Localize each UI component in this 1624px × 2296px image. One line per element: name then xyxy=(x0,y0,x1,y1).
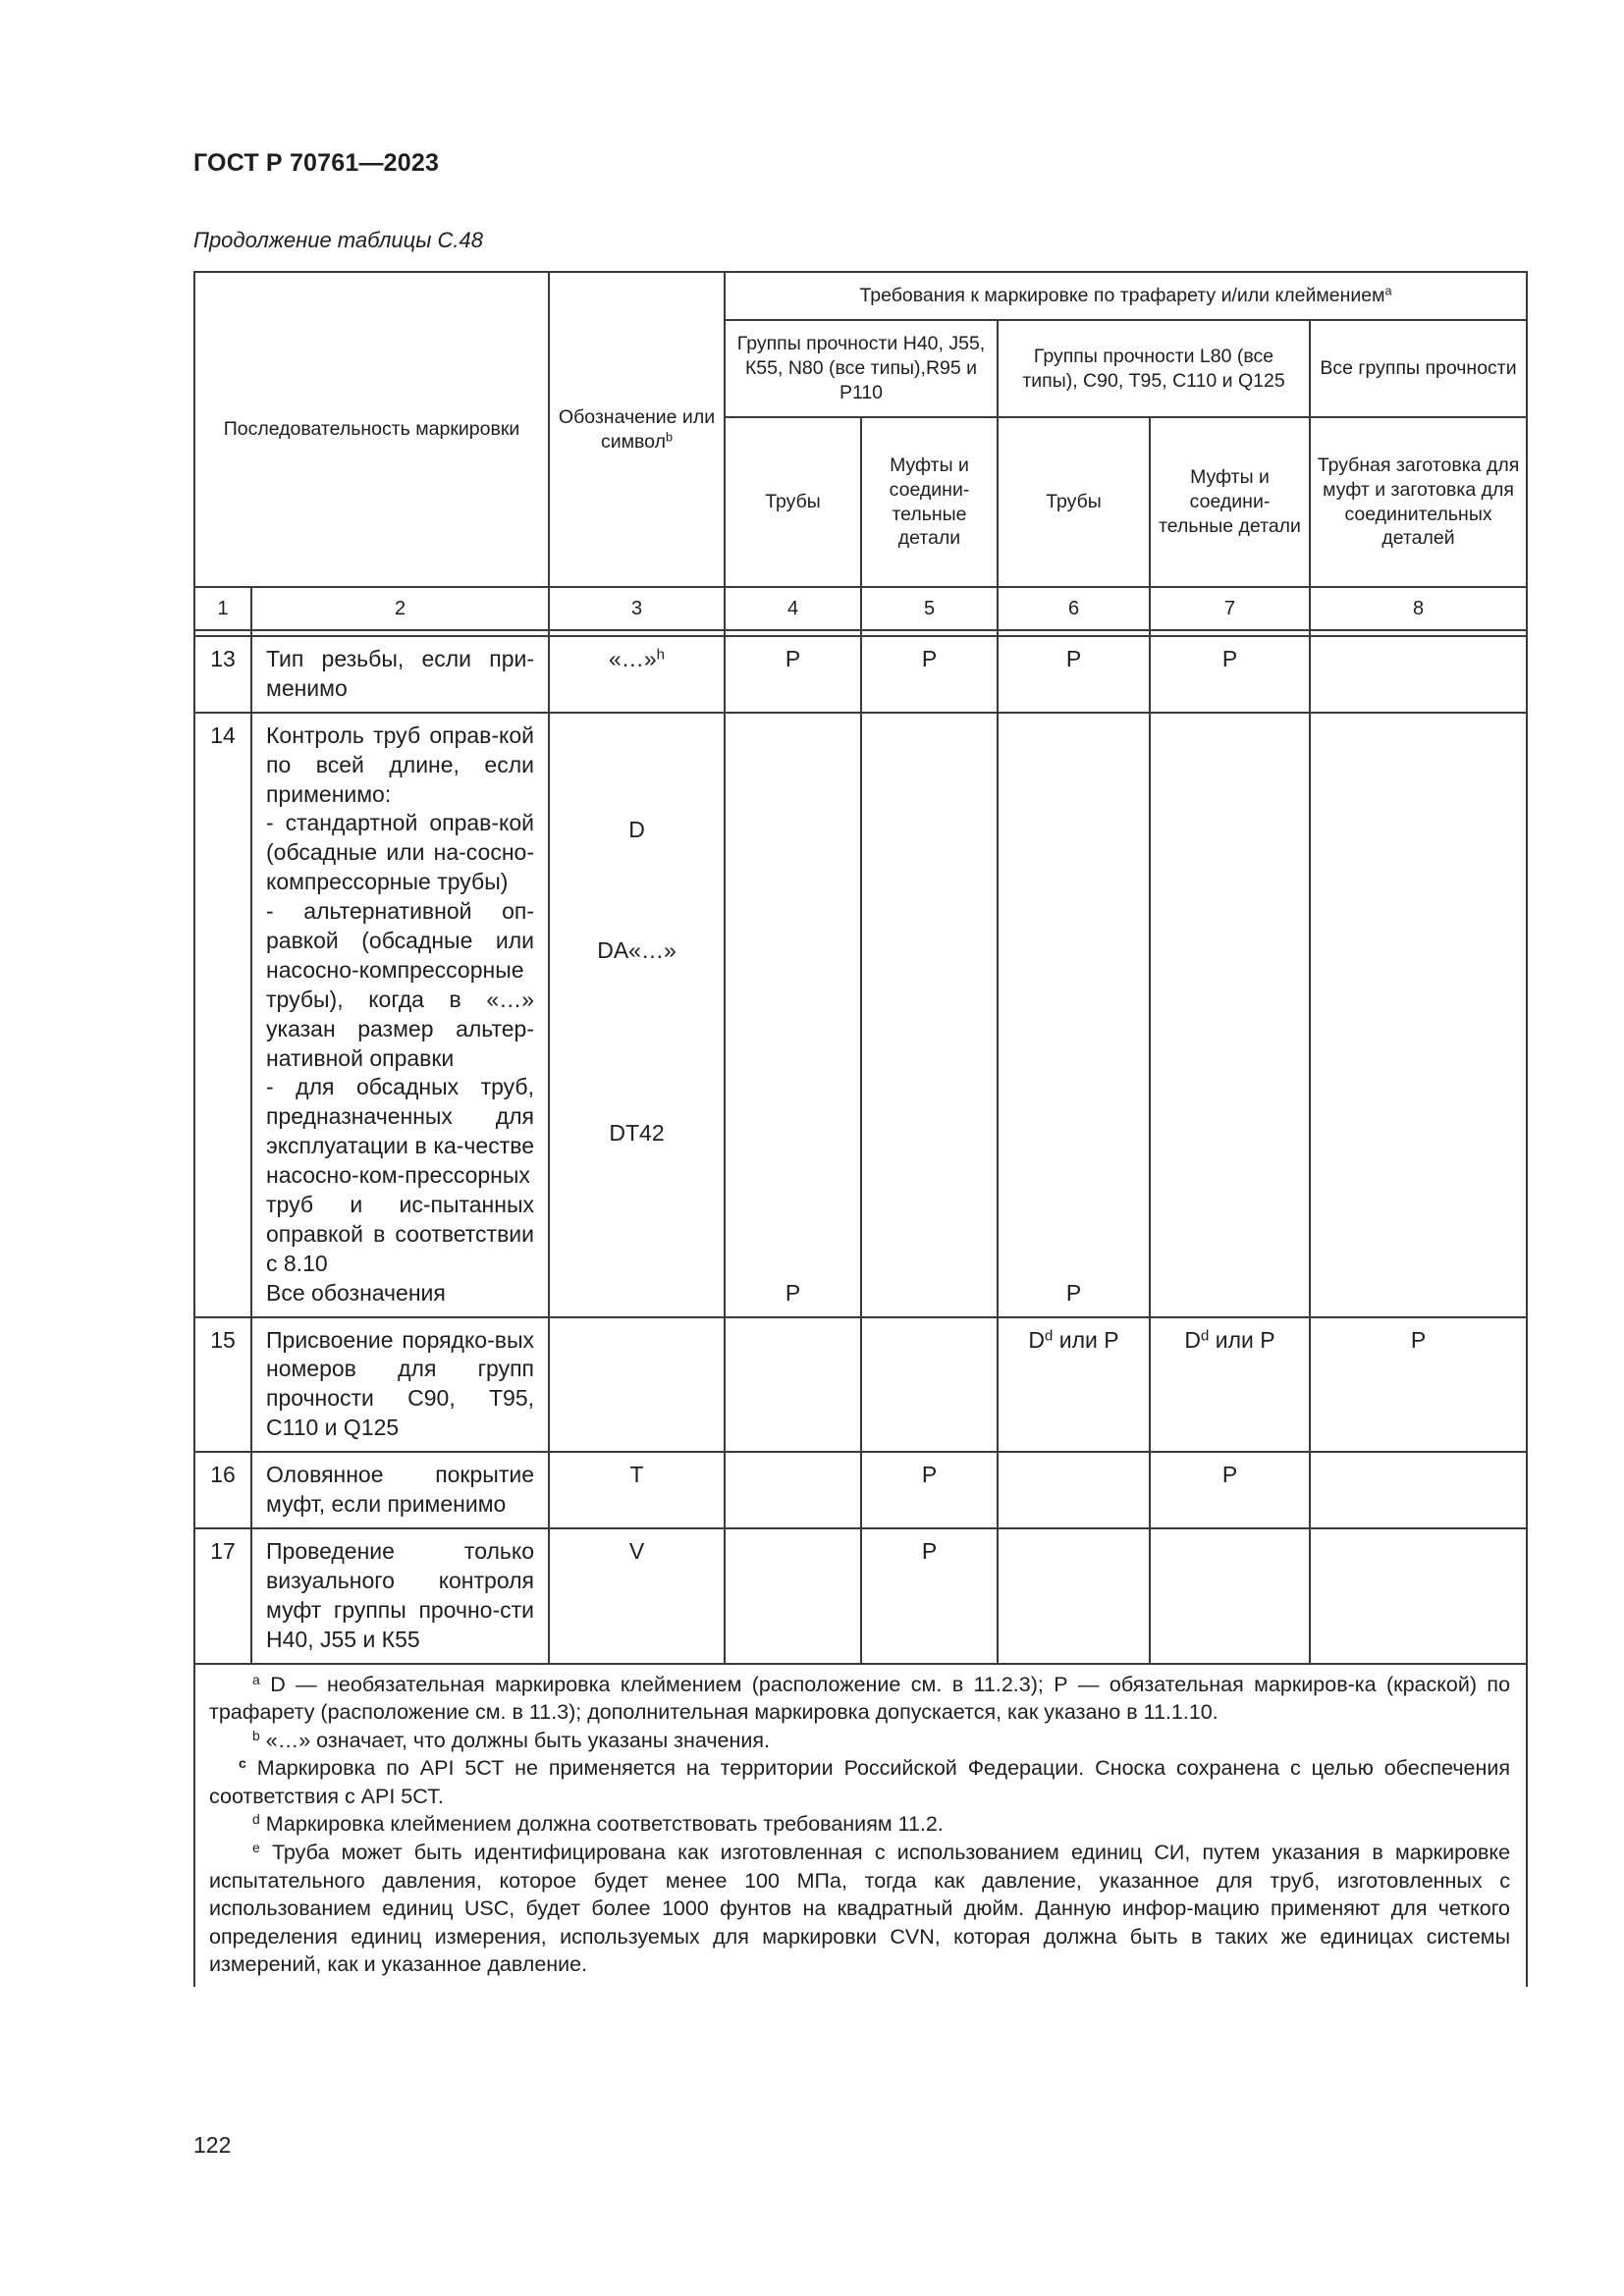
row-symbol xyxy=(549,1317,725,1453)
cell-pipes-2 xyxy=(998,1528,1150,1664)
row-number: 15 xyxy=(194,1317,251,1453)
cell-blank xyxy=(1310,1452,1527,1528)
col-num: 4 xyxy=(725,587,861,630)
cell-couplings-2 xyxy=(1150,1528,1310,1664)
table-row-17 xyxy=(194,1528,1527,1664)
row-symbol: «…»$^h$ xyxy=(549,636,725,713)
cell-couplings-2 xyxy=(1150,713,1310,1317)
col-num: 2 xyxy=(251,587,549,630)
footnote-b: $^b$ «…» означает, что должны быть указаны значения. xyxy=(252,1727,771,1752)
cell-couplings: Р xyxy=(861,1528,998,1664)
header-group3: Все группы прочности xyxy=(1310,320,1527,417)
footnotes xyxy=(194,1664,1527,1988)
row-description: Тип резьбы, если при-менимо xyxy=(251,636,549,713)
col-num: 1 xyxy=(194,587,251,630)
cell-couplings-2: Р xyxy=(1150,1452,1310,1528)
header-pipes: Трубы xyxy=(725,417,861,587)
cell-pipes xyxy=(725,1317,861,1453)
footnote-d: $^d$ Маркировка клеймением должна соответствовать требованиям 11.2. xyxy=(252,1811,944,1837)
cell-blank: Р xyxy=(1310,1317,1527,1453)
col-num: 7 xyxy=(1150,587,1310,630)
cell-couplings: Р xyxy=(861,636,998,713)
header-group1: Группы прочности Н40, J55, К55, N80 (все типы),R95 и Р110 xyxy=(725,320,998,417)
table-row-14 xyxy=(194,713,1527,1317)
row-intro: Контроль труб оправ-кой по всей длине, если применимо: xyxy=(266,721,534,807)
cell-blank xyxy=(1310,1528,1527,1664)
row-description xyxy=(251,713,549,1317)
cell-couplings: Р xyxy=(861,1452,998,1528)
cell-couplings xyxy=(861,1317,998,1453)
header-designation: Обозначение или символ$^b$ xyxy=(549,272,725,587)
cell-pipes: Р xyxy=(725,713,861,1317)
cell-pipes: Р xyxy=(725,636,861,713)
table-caption: Продолжение таблицы С.48 xyxy=(193,228,483,252)
row-number: 13 xyxy=(194,636,251,713)
cell-pipes-2 xyxy=(998,1452,1150,1528)
cell-couplings-2: $D^d$ или Р xyxy=(1150,1317,1310,1453)
page-number: 122 xyxy=(193,2132,232,2158)
header-couplings-2: Муфты и соедини-тельные детали xyxy=(1150,417,1310,587)
row-number: 17 xyxy=(194,1528,251,1664)
header-sequence: Последовательность маркировки xyxy=(194,272,549,587)
col-num: 6 xyxy=(998,587,1150,630)
item-casing-as-tubing: - для обсадных труб, предназначенных для эксплуатации в ка-честве насосно-ком-прессорных труб и ис-пытанных оправкой в соответствии с 8.10 xyxy=(266,1074,534,1276)
cell-pipes-2: Р xyxy=(998,713,1150,1317)
cell-pipes xyxy=(725,1452,861,1528)
footnote-a: $^a$ D — необязательная маркировка клеймением (расположение см. в 11.2.3); Р — обязательная маркиров-ка (краской) по трафарету (расположение см. в 11.3); дополнительная маркировка допускается, как указано в 11.1.10. xyxy=(209,1671,1511,1725)
col-num: 3 xyxy=(549,587,725,630)
row-symbols xyxy=(549,713,725,1317)
table-row-15 xyxy=(194,1317,1527,1453)
header-requirements: Требования к маркировке по трафарету и/или клеймением$^a$ xyxy=(725,272,1527,320)
cell-blank xyxy=(1310,636,1527,713)
cell-couplings-2: Р xyxy=(1150,636,1310,713)
col-num: 5 xyxy=(861,587,998,630)
cell-pipes-2: $D^d$ или Р xyxy=(998,1317,1150,1453)
item-all-designations: Все обозначения xyxy=(266,1279,446,1306)
table-row-13 xyxy=(194,636,1527,713)
header-pipes-2: Трубы xyxy=(998,417,1150,587)
cell-blank xyxy=(1310,713,1527,1317)
cell-pipes xyxy=(725,1528,861,1664)
footnotes-row xyxy=(194,1664,1527,1988)
cell-pipes-2: Р xyxy=(998,636,1150,713)
header-blank: Трубная заготовка для муфт и заготовка для соединительных деталей xyxy=(1310,417,1527,587)
symbol-d: D xyxy=(628,816,645,842)
row-symbol: V xyxy=(549,1528,725,1664)
row-description: Присвоение порядко-вых номеров для групп прочности С90, Т95, С110 и Q125 xyxy=(251,1317,549,1453)
symbol-dt42: DT42 xyxy=(609,1119,665,1146)
row-number: 14 xyxy=(194,713,251,1317)
footnote-e: $^e$ Труба может быть идентифицирована как изготовленная с использованием единиц СИ, путем указания в маркировке испытательного давления, которое будет менее 100 МПа, тогда как давление, указанное для труб, изготовленных с использованием единиц USC, будет более 1000 фунтов на квадратный дюйм. Данную инфор-мацию применяют для четкого определения единиц измерения, используемых для маркировки CVN, которая должна быть в таких же единицах системы измерений, как и указанное давление. xyxy=(209,1840,1511,1977)
marking-table xyxy=(193,271,1528,1987)
column-numbers-row xyxy=(194,587,1527,630)
header-couplings: Муфты и соедини-тельные детали xyxy=(861,417,998,587)
row-description: Проведение только визуального контроля муфт группы прочно-сти Н40, J55 и К55 xyxy=(251,1528,549,1664)
row-symbol: Т xyxy=(549,1452,725,1528)
table-row-16 xyxy=(194,1452,1527,1528)
header-group2: Группы прочности L80 (все типы), С90, Т95, С110 и Q125 xyxy=(998,320,1310,417)
footnote-c: $^c$ Маркировка по API 5СТ не применяется на территории Российской Федерации. Сноска сохранена с целью обеспечения соответствия с API 5СТ. xyxy=(209,1755,1511,1808)
col-num: 8 xyxy=(1310,587,1527,630)
item-standard-mandrel: - стандартной оправ-кой (обсадные или на-сосно-компрессорные трубы) xyxy=(266,810,534,895)
item-alternative-mandrel: - альтернативной оп-равкой (обсадные или насосно-компрессорные трубы), когда в «…» указан размер альтер-нативной оправки xyxy=(266,898,534,1071)
document-header: ГОСТ Р 70761—2023 xyxy=(193,149,440,177)
cell-couplings xyxy=(861,713,998,1317)
row-description: Оловянное покрытие муфт, если применимо xyxy=(251,1452,549,1528)
symbol-da: DA«…» xyxy=(597,936,677,963)
row-number: 16 xyxy=(194,1452,251,1528)
